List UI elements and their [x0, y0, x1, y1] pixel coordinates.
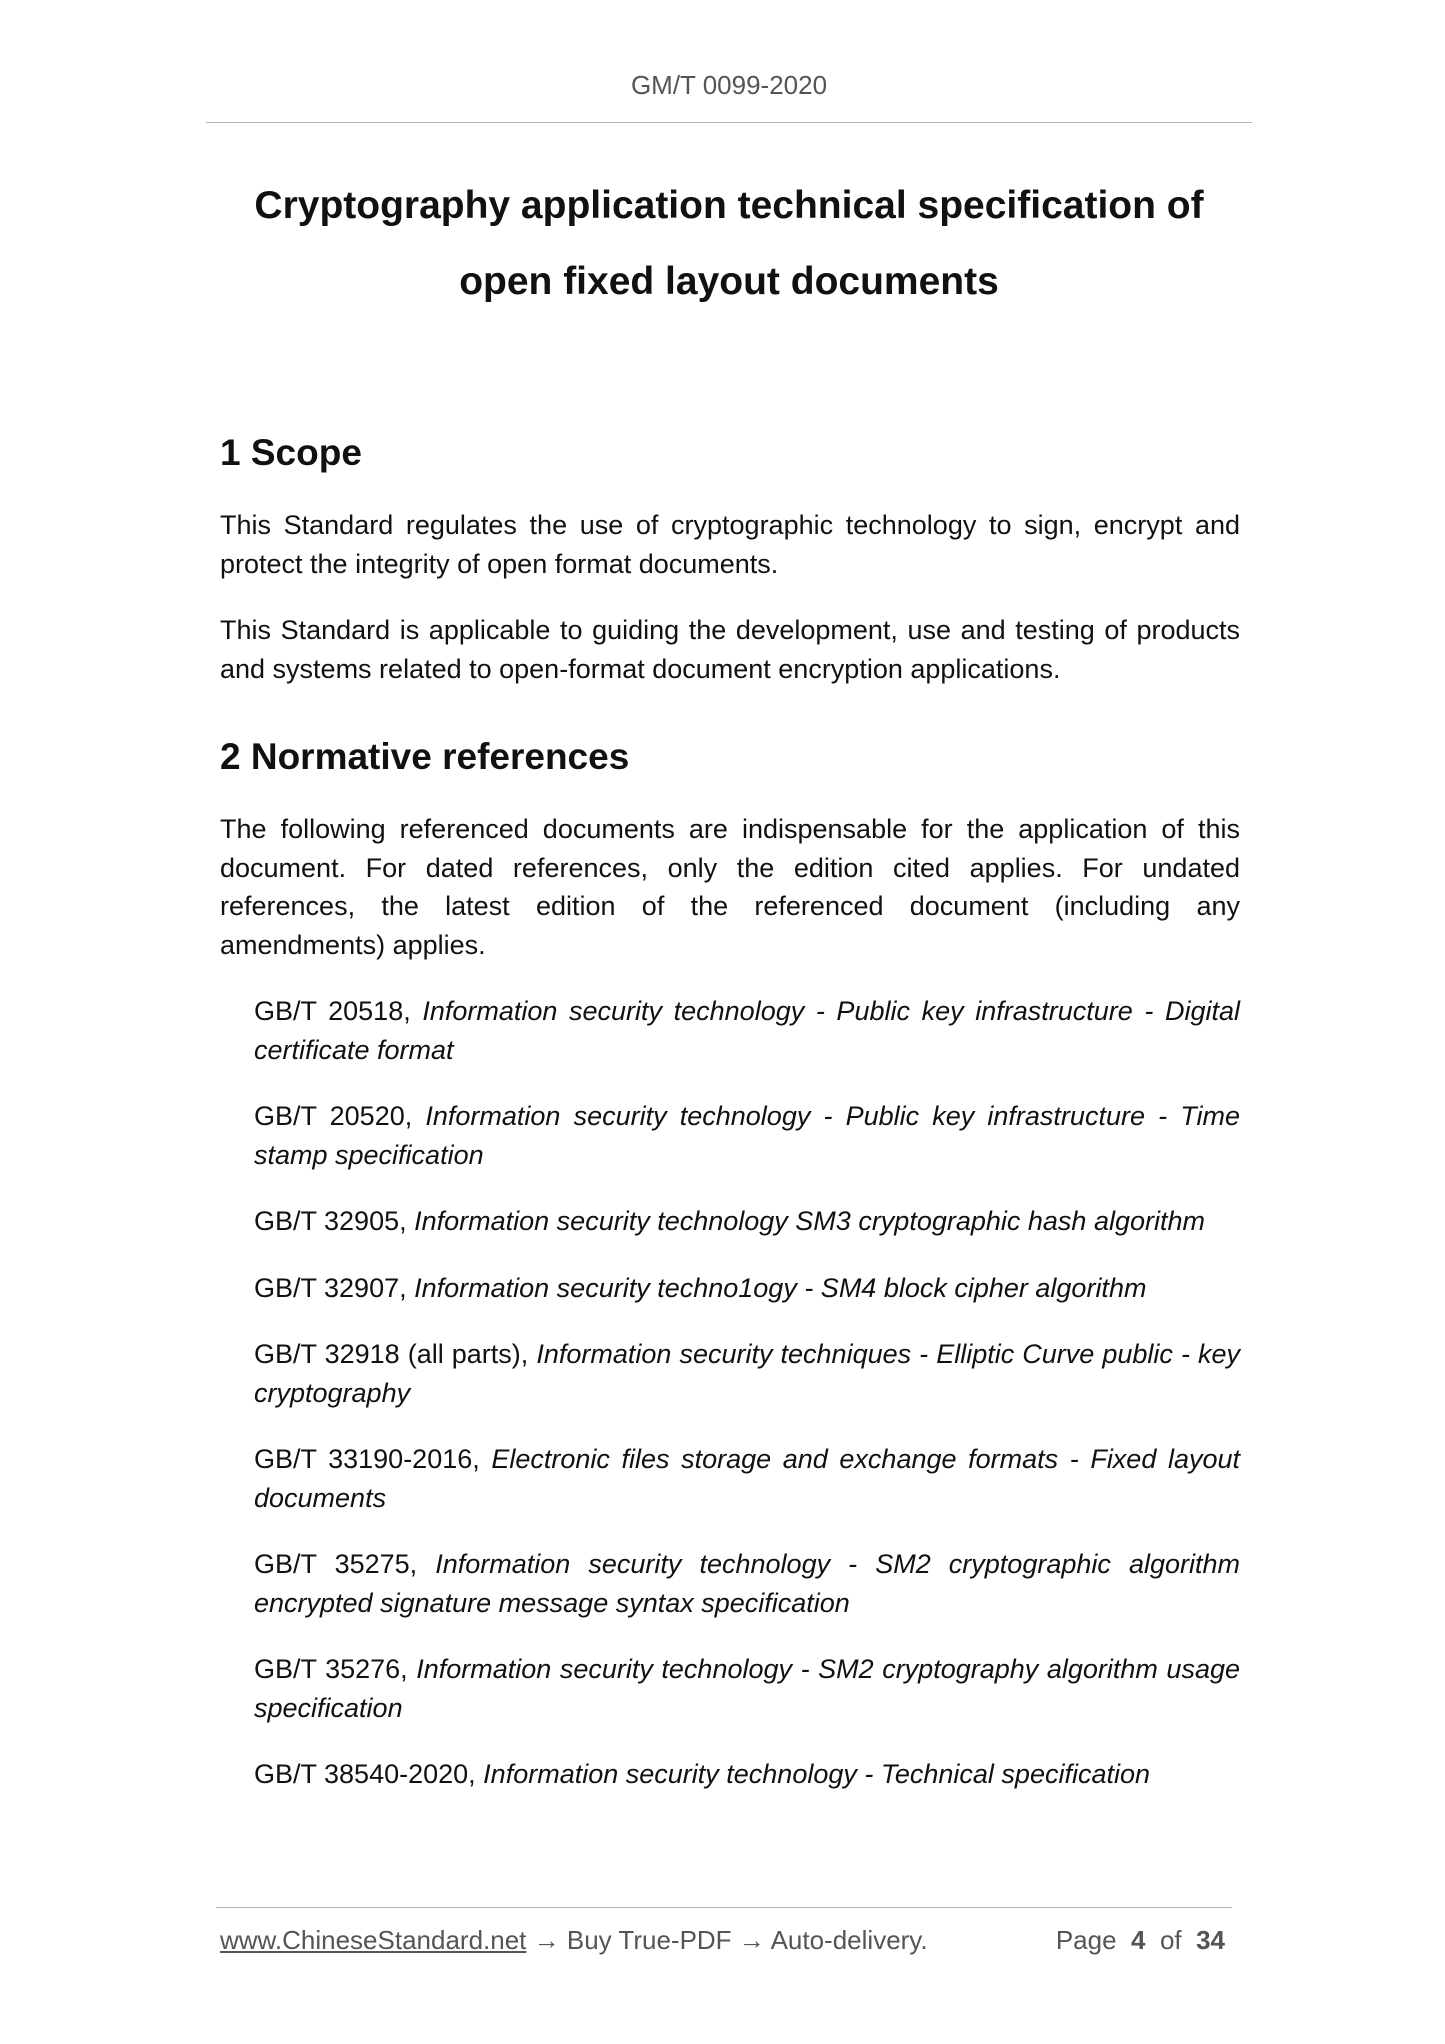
reference-item: [254, 1545, 1240, 1622]
of-word: of: [1159, 1925, 1182, 1955]
reference-title: Information security technology - SM2 cryptography algorithm usage specification: [254, 1654, 1240, 1723]
reference-code: GB/T 32907,: [254, 1272, 415, 1303]
reference-item: [254, 1269, 1240, 1308]
reference-item: [254, 1097, 1240, 1174]
reference-list: [220, 992, 1240, 1794]
reference-title: Information security techniques - Elliptic Curve public - key cryptography: [254, 1339, 1240, 1408]
reference-code: GB/T 32918 (all parts),: [254, 1339, 537, 1369]
scope-paragraph-2: This Standard is applicable to guiding the development, use and testing of products and systems related to open-format document encryption applications.: [220, 615, 1240, 684]
reference-code: GB/T 20520,: [254, 1101, 426, 1131]
reference-title: Electronic files storage and exchange formats - Fixed layout documents: [254, 1444, 1240, 1513]
reference-item: [254, 1755, 1240, 1794]
reference-title: Information security techno1ogy - SM4 block cipher algorithm: [414, 1272, 1147, 1303]
reference-code: GB/T 35276,: [254, 1654, 417, 1684]
scope-paragraph-1: This Standard regulates the use of cryptographic technology to sign, encrypt and protect the integrity of open format documents.: [220, 510, 1240, 579]
reference-item: [254, 1202, 1240, 1241]
footer-promo-text: → Buy True-PDF → Auto-delivery.: [526, 1925, 928, 1955]
reference-code: GB/T 33190-2016,: [254, 1444, 492, 1474]
reference-code: GB/T 32905,: [254, 1206, 415, 1236]
reference-code: GB/T 35275,: [254, 1549, 436, 1579]
document-title-line-2: open fixed layout documents: [459, 260, 999, 303]
site-link[interactable]: www.ChineseStandard.net: [220, 1925, 527, 1955]
reference-code: GB/T 38540-2020,: [254, 1759, 484, 1789]
page-total: 34: [1196, 1925, 1225, 1955]
normative-intro-paragraph: The following referenced documents are indispensable for the application of this document. For dated references, only the edition cited applies. For undated references, the latest edition of the referenced document (including any amendments) applies.: [220, 814, 1240, 960]
footer-promo: [220, 1925, 928, 1956]
reference-item: [254, 1335, 1240, 1412]
footer-divider: [216, 1907, 1232, 1908]
page-number: [1056, 1925, 1225, 1956]
reference-title: Information security technology - SM2 cryptographic algorithm encrypted signature message syntax specification: [254, 1549, 1240, 1618]
page-current: 4: [1131, 1925, 1146, 1955]
reference-title: Information security technology - Public key infrastructure - Time stamp specification: [254, 1101, 1240, 1170]
running-header: GM/T 0099-2020: [630, 70, 828, 100]
reference-title: Information security technology SM3 cryptographic hash algorithm: [414, 1206, 1205, 1236]
reference-item: [254, 1650, 1240, 1727]
reference-item: [254, 1440, 1240, 1517]
document-title: [206, 168, 1252, 320]
section-heading-normative-references: 2 Normative references: [220, 736, 630, 777]
reference-title: Information security technology - Technical specification: [483, 1759, 1151, 1789]
reference-item: [254, 992, 1240, 1069]
page-word: Page: [1055, 1925, 1117, 1955]
reference-code: GB/T 20518,: [254, 996, 423, 1026]
section-heading-scope: 1 Scope: [220, 432, 362, 473]
reference-title: Information security technology - Public key infrastructure - Digital certificate format: [254, 996, 1240, 1065]
document-title-line-1: Cryptography application technical specification of: [254, 184, 1204, 227]
header-divider: [206, 122, 1252, 123]
document-body: [220, 426, 1240, 1822]
